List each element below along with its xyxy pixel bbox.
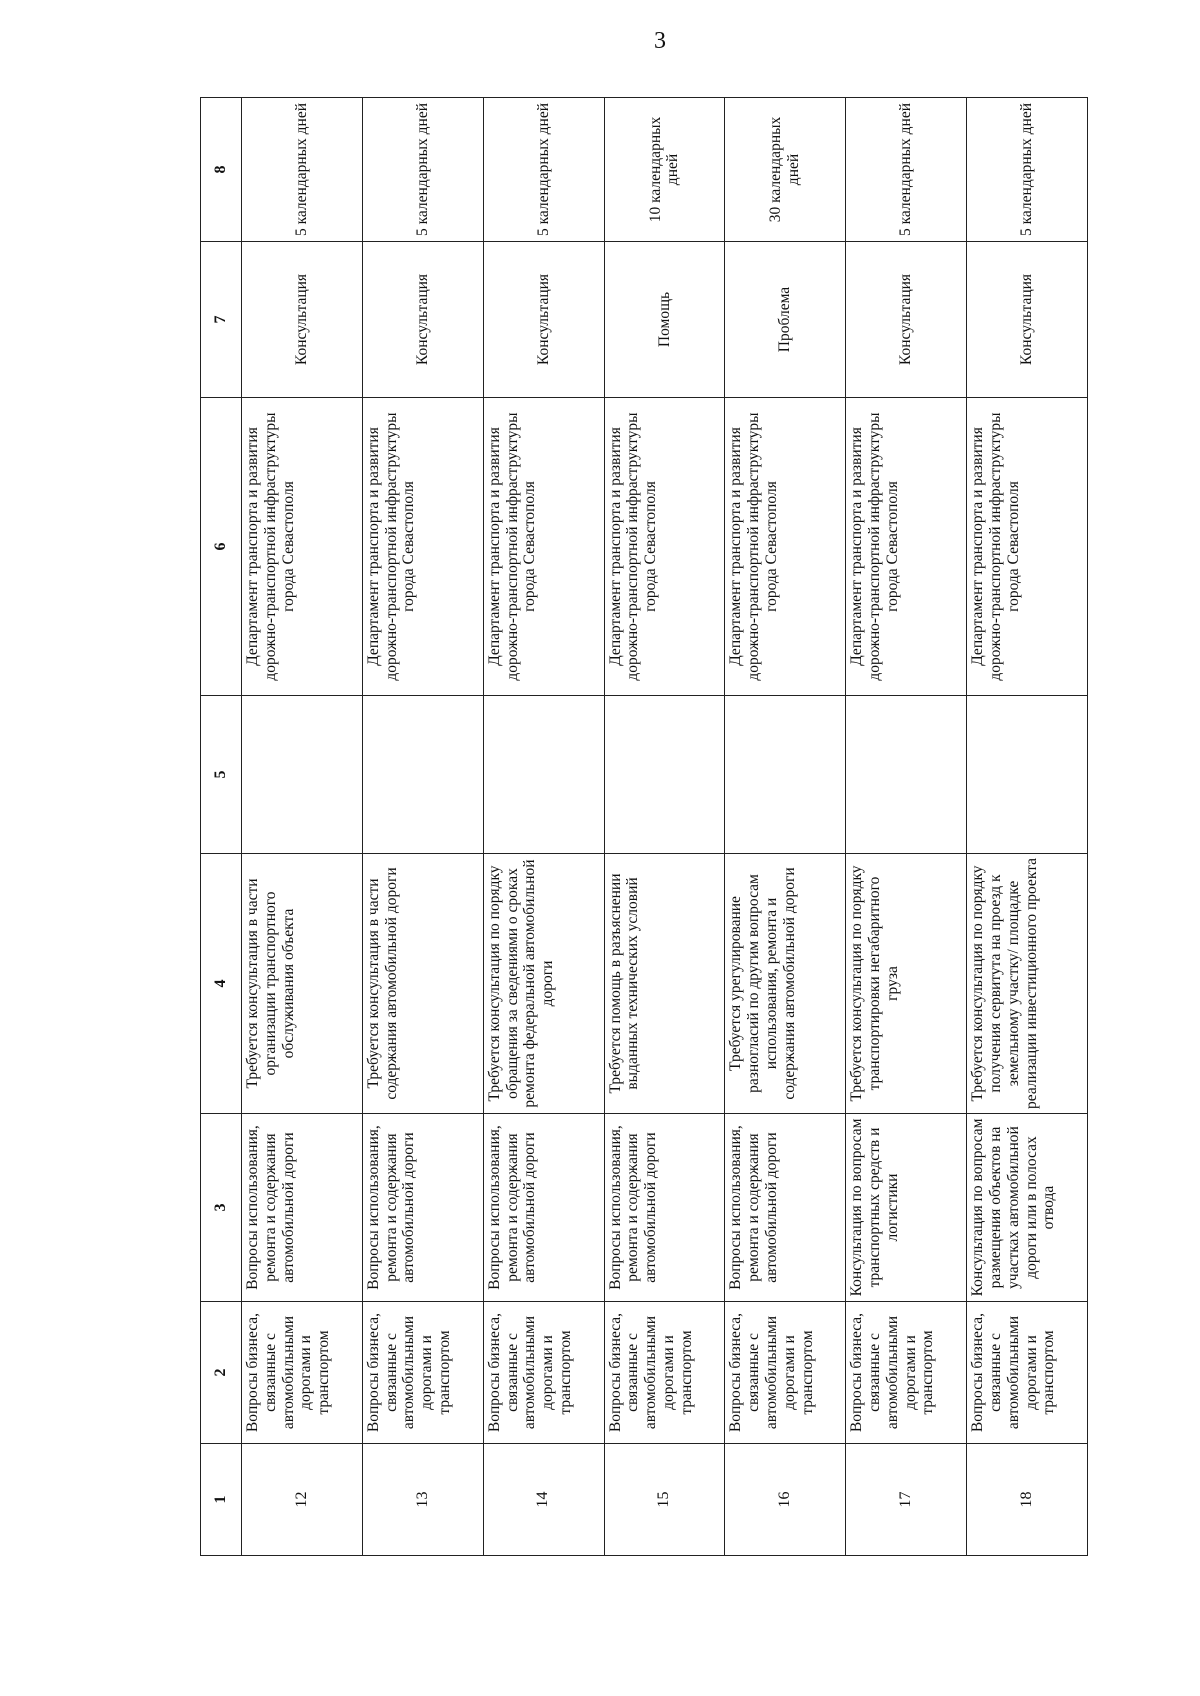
table-cell-col-3: Вопросы использования, ремонта и содержания автомобильной дороги (604, 1114, 725, 1302)
table-cell-col-7: Консультация (362, 242, 483, 398)
table-cell-col-5 (242, 696, 363, 854)
table-cell-col-4: Требуется консультация в части содержания автомобильной дороги (362, 854, 483, 1114)
table-cell-col-3: Вопросы использования, ремонта и содержания автомобильной дороги (483, 1114, 604, 1302)
table-cell-col-7: Консультация (846, 242, 967, 398)
table-cell-col-6: Департамент транспорта и развития дорожно-транспортной инфраструктуры города Севастополя (362, 398, 483, 696)
table-cell-col-1: 16 (725, 1444, 846, 1556)
table-cell-col-1: 12 (242, 1444, 363, 1556)
table-cell-col-2: Вопросы бизнеса, связанные с автомобильными дорогами и транспортом (242, 1302, 363, 1444)
header-col-8: 8 (201, 98, 242, 242)
table-cell-col-3: Вопросы использования, ремонта и содержания автомобильной дороги (362, 1114, 483, 1302)
table-cell-col-6: Департамент транспорта и развития дорожно-транспортной инфраструктуры города Севастополя (483, 398, 604, 696)
table-row (967, 98, 1088, 1556)
table-row (362, 98, 483, 1556)
table-cell-col-8: 5 календарных дней (362, 98, 483, 242)
table-cell-col-4: Требуется консультация по порядку обращения за сведениями о сроках ремонта федеральной автомобильной дороги (483, 854, 604, 1114)
table-container (200, 98, 1088, 1556)
table-cell-col-6: Департамент транспорта и развития дорожно-транспортной инфраструктуры города Севастополя (846, 398, 967, 696)
table-cell-col-2: Вопросы бизнеса, связанные с автомобильными дорогами и транспортом (967, 1302, 1088, 1444)
header-col-3: 3 (201, 1114, 242, 1302)
table-cell-col-3: Вопросы использования, ремонта и содержания автомобильной дороги (242, 1114, 363, 1302)
table-cell-col-2: Вопросы бизнеса, связанные с автомобильными дорогами и транспортом (604, 1302, 725, 1444)
header-col-6: 6 (201, 398, 242, 696)
table-cell-col-2: Вопросы бизнеса, связанные с автомобильными дорогами и транспортом (846, 1302, 967, 1444)
services-table (200, 97, 1088, 1556)
table-cell-col-1: 14 (483, 1444, 604, 1556)
table-cell-col-1: 15 (604, 1444, 725, 1556)
table-cell-col-3: Консультация по вопросам транспортных средств и логистики (846, 1114, 967, 1302)
table-cell-col-8: 5 календарных дней (967, 98, 1088, 242)
table-cell-col-5 (483, 696, 604, 854)
table-row (483, 98, 604, 1556)
table-cell-col-7: Консультация (967, 242, 1088, 398)
table-cell-col-8: 30 календарных дней (725, 98, 846, 242)
table-row (725, 98, 846, 1556)
header-col-7: 7 (201, 242, 242, 398)
header-col-2: 2 (201, 1302, 242, 1444)
table-cell-col-2: Вопросы бизнеса, связанные с автомобильными дорогами и транспортом (362, 1302, 483, 1444)
table-cell-col-1: 18 (967, 1444, 1088, 1556)
table-cell-col-6: Департамент транспорта и развития дорожно-транспортной инфраструктуры города Севастополя (725, 398, 846, 696)
table-cell-col-4: Требуется консультация по порядку получения сервитута на проезд к земельному участку/ площадке реализации инвестиционного проекта (967, 854, 1088, 1114)
header-col-5: 5 (201, 696, 242, 854)
table-cell-col-7: Проблема (725, 242, 846, 398)
table-cell-col-2: Вопросы бизнеса, связанные с автомобильными дорогами и транспортом (725, 1302, 846, 1444)
table-cell-col-4: Требуется консультация в части организации транспортного обслуживания объекта (242, 854, 363, 1114)
table-cell-col-5 (967, 696, 1088, 854)
table-cell-col-1: 17 (846, 1444, 967, 1556)
table-cell-col-7: Консультация (242, 242, 363, 398)
table-cell-col-8: 5 календарных дней (483, 98, 604, 242)
table-header-row (201, 98, 242, 1556)
page-number: 3 (654, 28, 666, 54)
table-cell-col-4: Требуется урегулирование разногласий по другим вопросам использования, ремонта и содержания автомобильной дороги (725, 854, 846, 1114)
table-cell-col-4: Требуется помощь в разъяснении выданных технических условий (604, 854, 725, 1114)
table-cell-col-1: 13 (362, 1444, 483, 1556)
table-cell-col-8: 10 календарных дней (604, 98, 725, 242)
table-cell-col-7: Помощь (604, 242, 725, 398)
table-row (604, 98, 725, 1556)
table-cell-col-3: Вопросы использования, ремонта и содержания автомобильной дороги (725, 1114, 846, 1302)
table-cell-col-5 (846, 696, 967, 854)
table-cell-col-2: Вопросы бизнеса, связанные с автомобильными дорогами и транспортом (483, 1302, 604, 1444)
table-row (242, 98, 363, 1556)
table-cell-col-6: Департамент транспорта и развития дорожно-транспортной инфраструктуры города Севастополя (604, 398, 725, 696)
table-cell-col-6: Департамент транспорта и развития дорожно-транспортной инфраструктуры города Севастополя (967, 398, 1088, 696)
table-cell-col-4: Требуется консультация по порядку транспортировки негабаритного груза (846, 854, 967, 1114)
table-row (846, 98, 967, 1556)
table-cell-col-8: 5 календарных дней (846, 98, 967, 242)
header-col-1: 1 (201, 1444, 242, 1556)
table-cell-col-5 (604, 696, 725, 854)
table-cell-col-8: 5 календарных дней (242, 98, 363, 242)
header-col-4: 4 (201, 854, 242, 1114)
table-cell-col-5 (725, 696, 846, 854)
table-cell-col-3: Консультация по вопросам размещения объектов на участках автомобильной дороги или в полосах отвода (967, 1114, 1088, 1302)
table-cell-col-5 (362, 696, 483, 854)
table-cell-col-7: Консультация (483, 242, 604, 398)
table-cell-col-6: Департамент транспорта и развития дорожно-транспортной инфраструктуры города Севастополя (242, 398, 363, 696)
